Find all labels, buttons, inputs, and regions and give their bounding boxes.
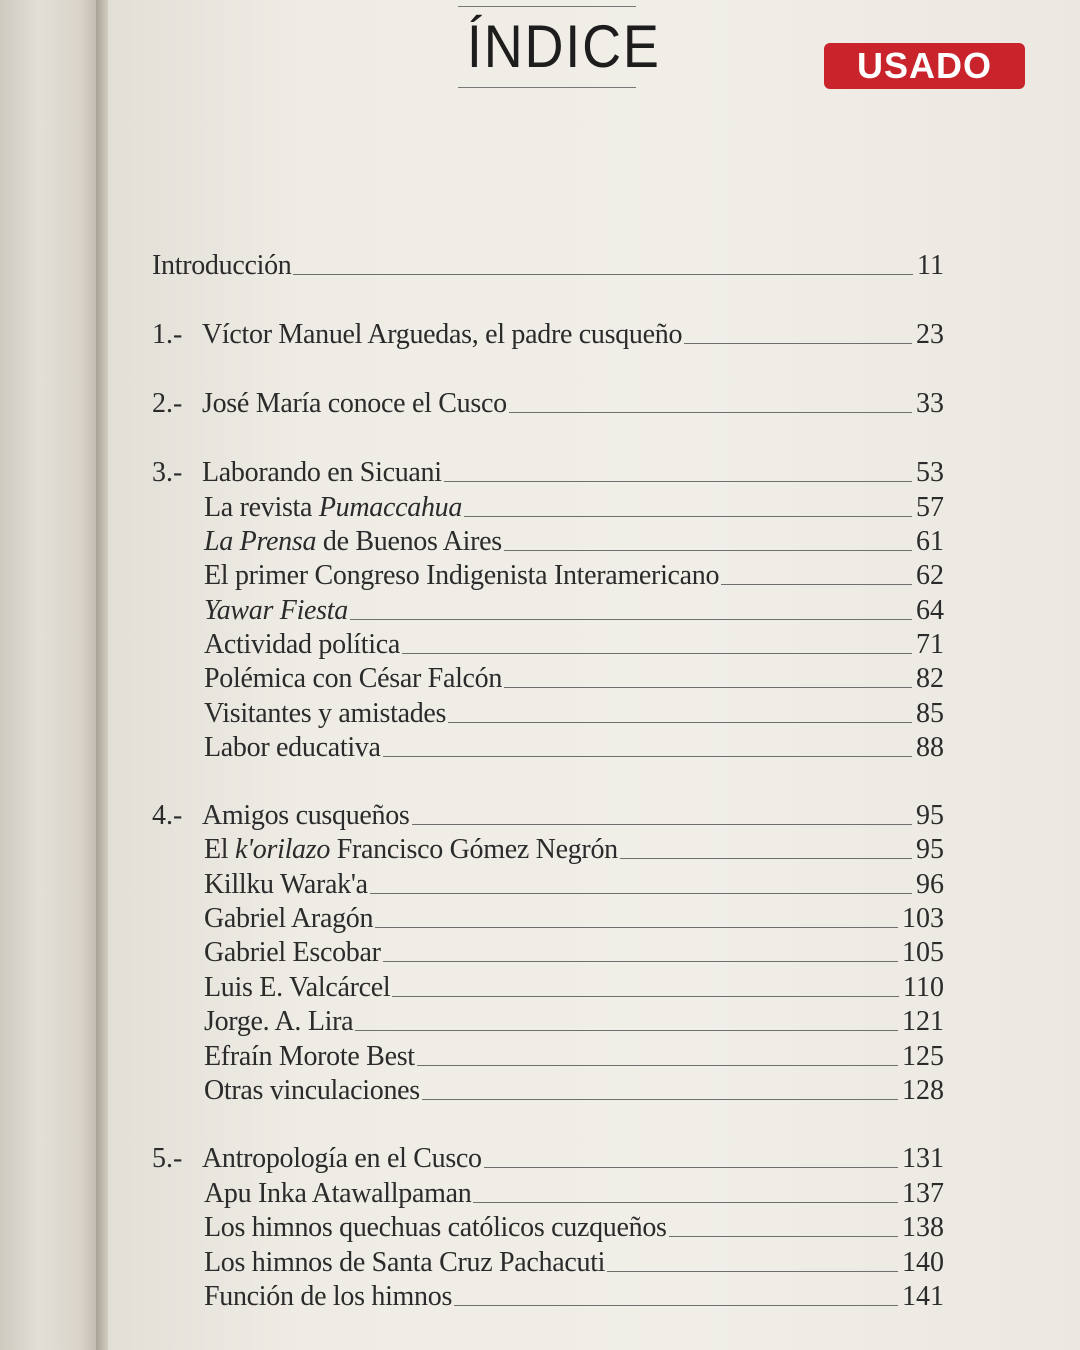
used-badge: USADO (824, 43, 1025, 89)
toc-entry-title: Gabriel Escobar (204, 937, 381, 968)
chapter-number: 4.- (152, 800, 183, 831)
toc-page-number: 62 (916, 560, 944, 591)
page-title: ÍNDICE (466, 13, 661, 80)
toc-entry-title: Apu Inka Atawallpaman (204, 1178, 472, 1209)
dot-leader (620, 858, 912, 859)
toc-chapter (152, 796, 944, 832)
toc-entry (152, 625, 944, 661)
title-italic: Yawar Fiesta (204, 595, 348, 626)
title-suffix: de Buenos Aires (316, 526, 502, 557)
toc-page-number: 103 (902, 903, 944, 934)
toc-entry (152, 591, 944, 627)
toc-entry-title: José María conoce el Cusco (202, 388, 507, 419)
toc-entry-title (204, 526, 502, 558)
toc-entry (152, 865, 944, 901)
dot-leader (444, 481, 912, 482)
toc-entry (152, 659, 944, 695)
toc-entry (152, 1002, 944, 1038)
toc-entry-title (204, 834, 618, 866)
toc-entry (152, 1174, 944, 1210)
toc-entry-title: Otras vinculaciones (204, 1075, 420, 1106)
toc-page-number: 11 (917, 250, 944, 281)
toc-page-number: 82 (916, 663, 944, 694)
dot-leader (669, 1236, 898, 1237)
title-italic: Pumaccahua (318, 492, 463, 523)
dot-leader (383, 961, 898, 962)
toc-entry-title: Amigos cusqueños (202, 800, 410, 831)
toc-entry (152, 1071, 944, 1107)
dot-leader (392, 996, 899, 997)
toc-entry-title: Jorge. A. Lira (204, 1006, 354, 1037)
toc-page-number: 110 (903, 972, 944, 1003)
title-rule-bottom (458, 87, 636, 88)
title-prefix: La revista (204, 492, 319, 523)
dot-leader (402, 653, 912, 654)
toc-entry-title: Efraín Morote Best (204, 1041, 415, 1072)
dot-leader (684, 343, 912, 344)
toc-entry (152, 830, 944, 866)
toc-page-number: 85 (916, 698, 944, 729)
toc-page-number: 128 (902, 1075, 944, 1106)
toc-entry (152, 968, 944, 1004)
dot-leader (375, 927, 898, 928)
toc-entry-title: Labor educativa (204, 732, 381, 763)
toc-entry-title: Antropología en el Cusco (202, 1143, 482, 1174)
toc-chapter (152, 384, 944, 420)
title-prefix: El (204, 834, 235, 865)
toc-entry-title: Visitantes y amistades (204, 698, 447, 729)
dot-leader (370, 893, 912, 894)
toc-entry (152, 1243, 944, 1279)
chapter-number: 5.- (152, 1143, 183, 1174)
dot-leader (350, 619, 912, 620)
previous-page-edge (0, 0, 100, 1350)
toc-page-number: 53 (916, 457, 944, 488)
toc-entry-title: Killku Warak'a (204, 869, 368, 900)
toc-page-number: 57 (916, 492, 944, 523)
toc-entry-title: Polémica con César Falcón (204, 663, 503, 694)
toc-entry (152, 933, 944, 969)
dot-leader (484, 1167, 898, 1168)
toc-entry (152, 899, 944, 935)
toc-page-number: 95 (916, 834, 944, 865)
toc-page-number: 121 (902, 1006, 944, 1037)
toc-entry-title (204, 595, 348, 627)
toc-entry (152, 556, 944, 592)
toc-entry-title: Los himnos de Santa Cruz Pachacuti (204, 1247, 606, 1278)
dot-leader (473, 1202, 898, 1203)
toc-entry (152, 522, 944, 558)
toc-entry-title: Actividad política (204, 629, 400, 660)
toc-page-number: 95 (916, 800, 944, 831)
dot-leader (448, 722, 912, 723)
dot-leader (504, 687, 912, 688)
title-italic: La Prensa (204, 526, 317, 557)
toc-entry (152, 1037, 944, 1073)
toc-chapter (152, 1139, 944, 1175)
toc-chapter (152, 315, 944, 351)
toc-page-number: 137 (902, 1178, 944, 1209)
dot-leader (464, 516, 912, 517)
toc-entry-title: El primer Congreso Indigenista Interamericano (204, 560, 720, 591)
chapter-number: 2.- (152, 388, 183, 419)
toc-entry (152, 488, 944, 524)
toc-chapter (152, 453, 944, 489)
dot-leader (721, 584, 912, 585)
toc-entry-title (204, 492, 462, 524)
toc-page-number: 71 (916, 629, 944, 660)
toc-page-number: 125 (902, 1041, 944, 1072)
toc-entry (152, 694, 944, 730)
chapter-number: 3.- (152, 457, 183, 488)
toc-entry-title: Los himnos quechuas católicos cuzqueños (204, 1212, 667, 1243)
dot-leader (355, 1030, 898, 1031)
dot-leader (607, 1271, 898, 1272)
toc-page-number: 96 (916, 869, 944, 900)
toc-entry-title: Gabriel Aragón (204, 903, 374, 934)
dot-leader (383, 756, 912, 757)
toc-page-number: 33 (916, 388, 944, 419)
toc-page-number: 64 (916, 595, 944, 626)
title-italic: k'orilazo (234, 834, 331, 865)
toc-entry-title: Función de los himnos (204, 1281, 453, 1312)
toc-page-number: 131 (902, 1143, 944, 1174)
dot-leader (422, 1099, 898, 1100)
toc-entry (152, 1277, 944, 1313)
toc-entry (152, 246, 944, 282)
dot-leader (293, 274, 913, 275)
toc-page-number: 88 (916, 732, 944, 763)
title-suffix: Francisco Gómez Negrón (330, 834, 618, 865)
dot-leader (509, 412, 912, 413)
toc-entry-title: Luis E. Valcárcel (204, 972, 391, 1003)
chapter-number: 1.- (152, 319, 183, 350)
dot-leader (504, 550, 912, 551)
dot-leader (454, 1305, 898, 1306)
dot-leader (417, 1065, 898, 1066)
toc-page-number: 61 (916, 526, 944, 557)
toc-entry-title: Introducción (152, 250, 292, 281)
toc-page-number: 141 (902, 1281, 944, 1312)
toc-entry (152, 728, 944, 764)
toc-page-number: 138 (902, 1212, 944, 1243)
toc-entry-title: Laborando en Sicuani (202, 457, 442, 488)
title-block (458, 6, 661, 88)
toc-page-number: 140 (902, 1247, 944, 1278)
toc-entry (152, 1208, 944, 1244)
toc-page-number: 105 (902, 937, 944, 968)
toc-entry-title: Víctor Manuel Arguedas, el padre cusqueño (202, 319, 683, 350)
toc-page-number: 23 (916, 319, 944, 350)
dot-leader (412, 824, 912, 825)
